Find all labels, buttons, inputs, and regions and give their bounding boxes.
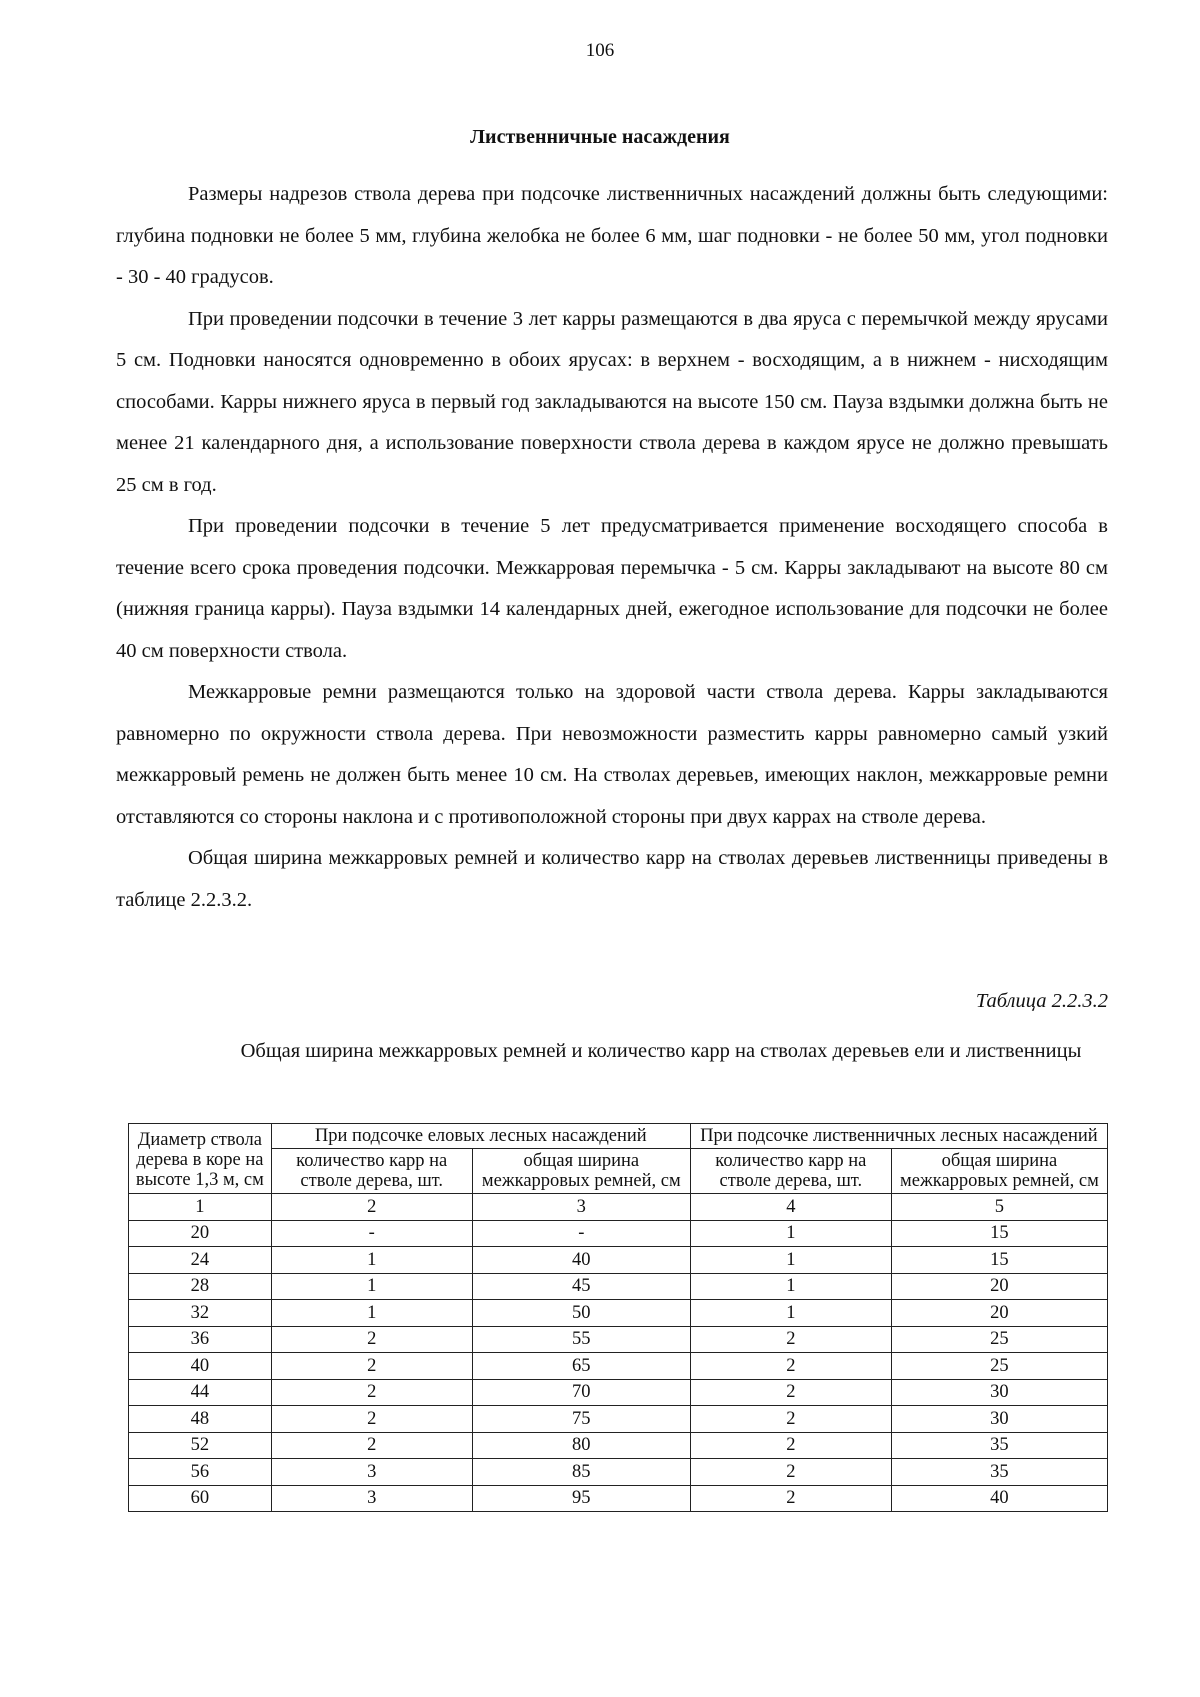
- cell-larch-width: 25: [891, 1353, 1107, 1380]
- cell-spruce-count: -: [271, 1220, 472, 1247]
- table-row: [129, 1406, 1108, 1433]
- paragraph: При проведении подсочки в течение 3 лет карры размещаются в два яруса с перемычкой между ярусами 5 см. Подновки наносятся одновременно в обоих ярусах: в верхнем - восходящим, а в нижнем - нисходящим способами. Карры нижнего яруса в первый год закладываются на высоте 150 см. Пауза вздымки должна быть не менее 21 календарного дня, а использование поверхности ствола дерева в каждом ярусе не должно превышать 25 см в год.: [116, 307, 1108, 496]
- body-text: [116, 174, 1108, 921]
- cell-spruce-width: 70: [472, 1379, 690, 1406]
- cell-larch-count: 2: [690, 1326, 891, 1353]
- section-title: Лиственничные насаждения: [470, 126, 730, 148]
- cell-larch-count: 2: [690, 1406, 891, 1433]
- cell-spruce-count: 1: [271, 1300, 472, 1327]
- cell-larch-width: 20: [891, 1273, 1107, 1300]
- column-number: 2: [271, 1194, 472, 1221]
- cell-larch-count: 2: [690, 1353, 891, 1380]
- cell-diameter: 32: [129, 1300, 272, 1327]
- cell-larch-count: 1: [690, 1220, 891, 1247]
- cell-larch-width: 25: [891, 1326, 1107, 1353]
- header-diameter: Диаметр ствола дерева в коре на высоте 1,3 м, см: [129, 1124, 272, 1194]
- cell-spruce-width: 80: [472, 1432, 690, 1459]
- table-row: [129, 1273, 1108, 1300]
- table-row: [129, 1353, 1108, 1380]
- table-row: [129, 1300, 1108, 1327]
- table-header-row: [129, 1149, 1108, 1194]
- cell-spruce-count: 2: [271, 1353, 472, 1380]
- cell-larch-width: 15: [891, 1220, 1107, 1247]
- cell-larch-width: 30: [891, 1379, 1107, 1406]
- cell-spruce-width: 50: [472, 1300, 690, 1327]
- cell-diameter: 36: [129, 1326, 272, 1353]
- cell-larch-count: 2: [690, 1459, 891, 1486]
- cell-larch-width: 20: [891, 1300, 1107, 1327]
- table-body: [129, 1194, 1108, 1512]
- cell-spruce-count: 3: [271, 1459, 472, 1486]
- header-spruce-width: общая ширина межкарровых ремней, см: [472, 1149, 690, 1194]
- column-number: 1: [129, 1194, 272, 1221]
- cell-diameter: 24: [129, 1247, 272, 1274]
- cell-larch-width: 35: [891, 1459, 1107, 1486]
- cell-larch-count: 1: [690, 1247, 891, 1274]
- cell-spruce-count: 3: [271, 1485, 472, 1512]
- header-larch-count: количество карр на стволе дерева, шт.: [690, 1149, 891, 1194]
- cell-larch-count: 2: [690, 1485, 891, 1512]
- cell-spruce-width: 45: [472, 1273, 690, 1300]
- cell-diameter: 56: [129, 1459, 272, 1486]
- cell-larch-width: 30: [891, 1406, 1107, 1433]
- cell-spruce-width: 55: [472, 1326, 690, 1353]
- cell-diameter: 52: [129, 1432, 272, 1459]
- paragraph: При проведении подсочки в течение 5 лет предусматривается применение восходящего способа в течение всего срока проведения подсочки. Межкарровая перемычка - 5 см. Карры закладывают на высоте 80 см (нижняя граница карры). Пауза вздымки 14 календарных дней, ежегодное использование для подсочки не более 40 см поверхности ствола.: [116, 515, 1108, 662]
- table-row: [129, 1379, 1108, 1406]
- table-row: [129, 1326, 1108, 1353]
- cell-spruce-width: -: [472, 1220, 690, 1247]
- cell-larch-count: 2: [690, 1379, 891, 1406]
- table-row: [129, 1247, 1108, 1274]
- cell-larch-width: 40: [891, 1485, 1107, 1512]
- table-title: Общая ширина межкарровых ремней и количество карр на стволах деревьев ели и лиственницы: [240, 1040, 1082, 1062]
- data-table: [128, 1123, 1108, 1512]
- table-caption: Таблица 2.2.3.2: [975, 990, 1108, 1012]
- cell-diameter: 40: [129, 1353, 272, 1380]
- cell-spruce-width: 95: [472, 1485, 690, 1512]
- cell-larch-count: 2: [690, 1432, 891, 1459]
- cell-spruce-count: 2: [271, 1406, 472, 1433]
- cell-spruce-count: 2: [271, 1379, 472, 1406]
- cell-diameter: 48: [129, 1406, 272, 1433]
- cell-spruce-width: 40: [472, 1247, 690, 1274]
- cell-spruce-width: 65: [472, 1353, 690, 1380]
- cell-larch-count: 1: [690, 1273, 891, 1300]
- cell-diameter: 60: [129, 1485, 272, 1512]
- cell-larch-width: 35: [891, 1432, 1107, 1459]
- table-row: [129, 1459, 1108, 1486]
- column-number: 5: [891, 1194, 1107, 1221]
- table-row: [129, 1220, 1108, 1247]
- paragraph: Общая ширина межкарровых ремней и количество карр на стволах деревьев лиственницы приведены в таблице 2.2.3.2.: [116, 847, 1108, 911]
- paragraph: Межкарровые ремни размещаются только на здоровой части ствола дерева. Карры закладываются равномерно по окружности ствола дерева. При невозможности разместить карры равномерно самый узкий межкарровый ремень не должен быть менее 10 см. На стволах деревьев, имеющих наклон, межкарровые ремни отставляются со стороны наклона и с противоположной стороны при двух каррах на стволе дерева.: [116, 681, 1108, 828]
- cell-spruce-count: 1: [271, 1273, 472, 1300]
- table-header: [129, 1124, 1108, 1194]
- header-spruce-count: количество карр на стволе дерева, шт.: [271, 1149, 472, 1194]
- page-number: 106: [585, 40, 615, 61]
- table-header-row: [129, 1124, 1108, 1149]
- header-larch-width: общая ширина межкарровых ремней, см: [891, 1149, 1107, 1194]
- table-row: [129, 1485, 1108, 1512]
- column-number: 4: [690, 1194, 891, 1221]
- cell-larch-width: 15: [891, 1247, 1107, 1274]
- cell-spruce-width: 85: [472, 1459, 690, 1486]
- header-group-larch: При подсочке лиственничных лесных насаждений: [690, 1124, 1107, 1149]
- column-number: 3: [472, 1194, 690, 1221]
- cell-spruce-count: 2: [271, 1326, 472, 1353]
- cell-spruce-count: 2: [271, 1432, 472, 1459]
- table-row: [129, 1432, 1108, 1459]
- cell-larch-count: 1: [690, 1300, 891, 1327]
- header-group-spruce: При подсочке еловых лесных насаждений: [271, 1124, 690, 1149]
- cell-spruce-count: 1: [271, 1247, 472, 1274]
- column-number-row: [129, 1194, 1108, 1221]
- paragraph: Размеры надрезов ствола дерева при подсочке лиственничных насаждений должны быть следующими: глубина подновки не более 5 мм, глубина желобка не более 6 мм, шаг подновки - не более 50 мм, угол подновки - 30 - 40 градусов.: [116, 183, 1108, 288]
- cell-diameter: 28: [129, 1273, 272, 1300]
- cell-diameter: 44: [129, 1379, 272, 1406]
- cell-spruce-width: 75: [472, 1406, 690, 1433]
- cell-diameter: 20: [129, 1220, 272, 1247]
